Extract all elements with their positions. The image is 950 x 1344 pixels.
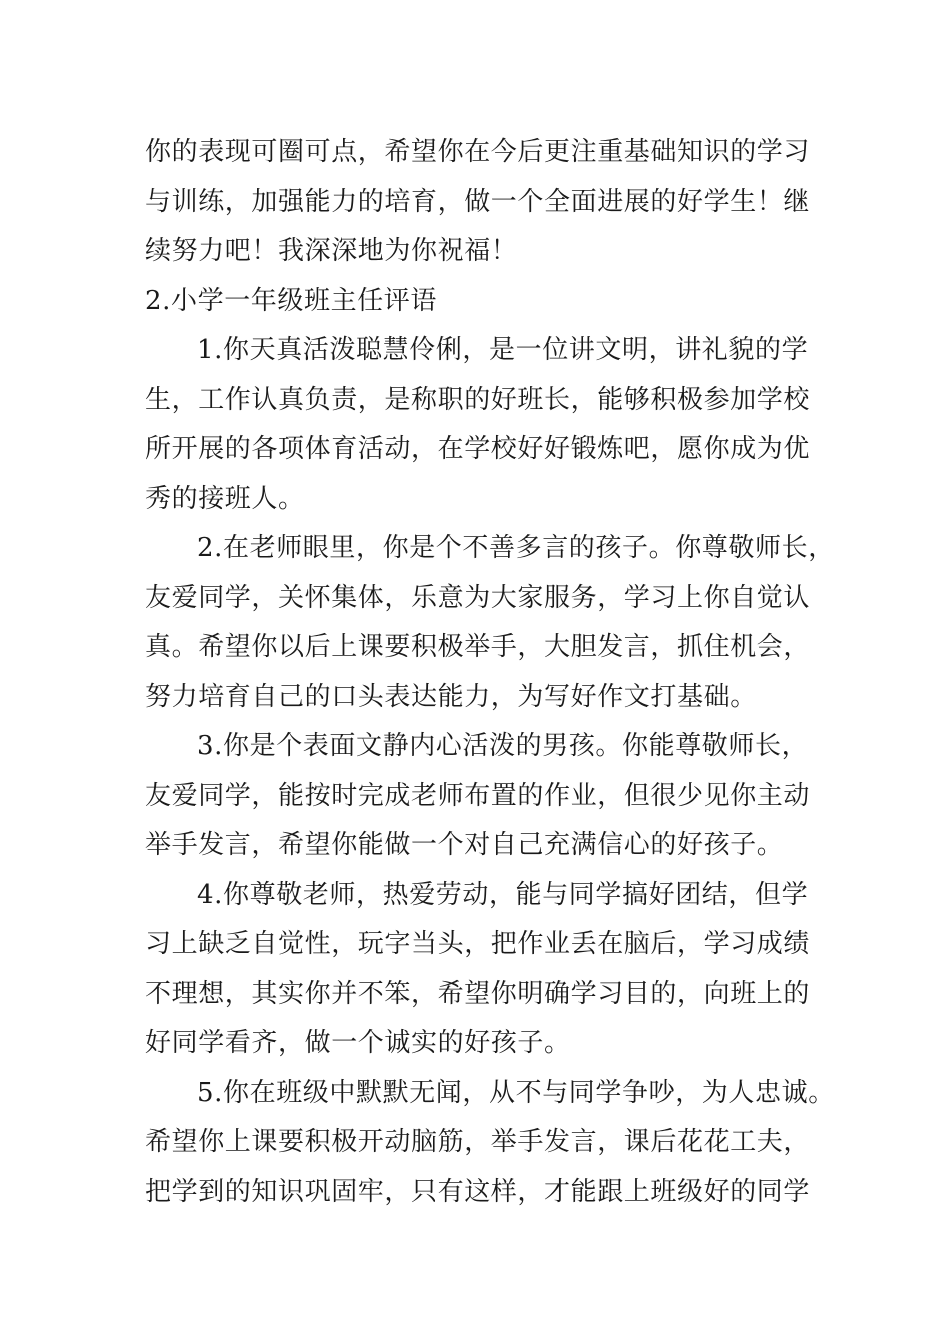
paragraph-line: 与训练，加强能力的培育，做一个全面进展的好学生！继	[145, 186, 811, 217]
paragraph-line: 举手发言，希望你能做一个对自己充满信心的好孩子。	[145, 830, 784, 860]
paragraph-line: 所开展的各项体育活动，在学校好好锻炼吧，愿你成为优	[145, 434, 811, 464]
paragraph-line: 4.你尊敬老师，热爱劳动，能与同学搞好团结，但学	[197, 879, 809, 910]
paragraph-line: 习上缺乏自觉性，玩字当头，把作业丢在脑后，学习成绩	[145, 929, 811, 959]
paragraph-line: 续努力吧！我深深地为你祝福！	[145, 236, 518, 266]
paragraph-line: 1.你天真活泼聪慧伶俐，是一位讲文明，讲礼貌的学	[197, 335, 809, 365]
paragraph-line: 努力培育自己的口头表达能力，为写好作文打基础。	[145, 681, 757, 712]
paragraph-line: 不理想，其实你并不笨，希望你明确学习目的，向班上的	[145, 978, 811, 1009]
paragraph-line: 生，工作认真负责，是称职的好班长，能够积极参加学校	[145, 384, 811, 415]
paragraph-line: 2.在老师眼里，你是个不善多言的孩子。你尊敬师长，	[197, 533, 835, 563]
paragraph-line: 秀的接班人。	[145, 483, 305, 514]
paragraph-line: 5.你在班级中默默无闻，从不与同学争吵，为人忠诚。	[197, 1077, 835, 1108]
paragraph-line: 你的表现可圈可点，希望你在今后更注重基础知识的学习	[145, 137, 811, 167]
paragraph-line: 把学到的知识巩固牢，只有这样，才能跟上班级好的同学	[145, 1176, 811, 1207]
paragraph-line: 好同学看齐，做一个诚实的好孩子。	[145, 1028, 571, 1058]
paragraph-line: 友爱同学，关怀集体，乐意为大家服务，学习上你自觉认	[145, 582, 811, 613]
paragraph-line: 真。希望你以后上课要积极举手，大胆发言，抓住机会，	[145, 632, 811, 662]
document-body	[145, 128, 835, 1217]
paragraph-line: 友爱同学，能按时完成老师布置的作业，但很少见你主动	[145, 780, 811, 811]
paragraph-line: 3.你是个表面文静内心活泼的男孩。你能尊敬师长，	[197, 731, 809, 761]
paragraph-line: 希望你上课要积极开动脑筋，举手发言，课后花花工夫，	[145, 1127, 811, 1157]
section-heading: 2.小学一年级班主任评语	[145, 285, 438, 316]
